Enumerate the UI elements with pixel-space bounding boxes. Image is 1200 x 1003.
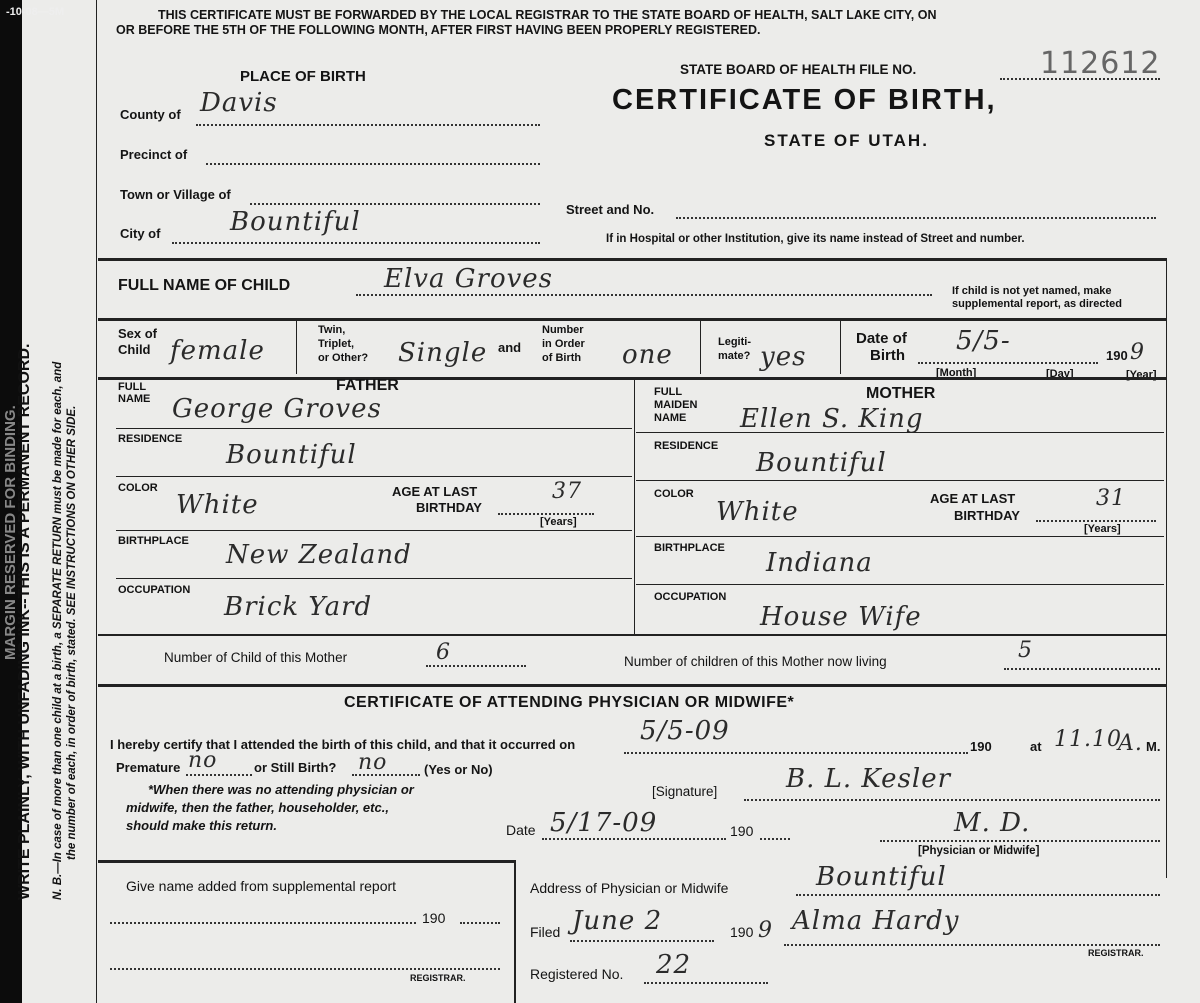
order-label-1: Number bbox=[542, 324, 584, 336]
child-number-line bbox=[426, 665, 526, 667]
divider-child bbox=[98, 318, 1166, 321]
father-color: White bbox=[176, 490, 259, 520]
occurred-value: 5/5-09 bbox=[640, 716, 730, 746]
filed-label: Filed bbox=[530, 924, 561, 940]
mother-age-label-2: BIRTHDAY bbox=[954, 508, 1020, 523]
physician-title-value: M. D. bbox=[954, 808, 1031, 838]
order-value: one bbox=[622, 340, 673, 370]
father-age-line bbox=[498, 513, 594, 515]
child-number-label: Number of Child of this Mother bbox=[164, 650, 348, 665]
legit-label-1: Legiti- bbox=[718, 336, 751, 348]
city-label: City of bbox=[120, 226, 161, 241]
and-label: and bbox=[498, 340, 522, 355]
divider-top bbox=[98, 258, 1166, 261]
divider-counts-top bbox=[98, 634, 1166, 636]
right-border bbox=[1166, 258, 1167, 878]
order-label-2: in Order bbox=[542, 338, 585, 350]
filed-year-digit: 9 bbox=[758, 918, 773, 943]
father-color-line bbox=[116, 530, 632, 531]
street-line bbox=[676, 217, 1156, 219]
supplemental-label: Give name added from supplemental report bbox=[126, 878, 397, 894]
father-name-label-2: NAME bbox=[118, 393, 151, 405]
supplemental-line bbox=[110, 922, 416, 924]
file-line bbox=[1000, 78, 1160, 80]
signature-value: B. L. Kesler bbox=[786, 764, 952, 794]
supplemental-year-line bbox=[460, 922, 500, 924]
still-line bbox=[352, 774, 420, 776]
registrar-line bbox=[784, 944, 1160, 946]
mother-age-line bbox=[1036, 520, 1156, 522]
date-label-1: Date of bbox=[856, 330, 907, 347]
place-of-birth-heading: PLACE OF BIRTH bbox=[240, 68, 366, 85]
father-birthplace-label: BIRTHPLACE bbox=[118, 535, 189, 547]
sex-value: female bbox=[170, 336, 265, 366]
physician-title-line bbox=[880, 840, 1160, 842]
physician-title-label: [Physician or Midwife] bbox=[918, 845, 1040, 857]
unnamed-note-1: If child is not yet named, make bbox=[952, 285, 1112, 297]
certify-text: I hereby certify that I attended the birth of this child, and that it occurred on bbox=[110, 737, 576, 752]
twin-label-2: Triplet, bbox=[318, 338, 355, 350]
header-notice-1: THIS CERTIFICATE MUST BE FORWARDED BY THE LOCAL REGISTRAR TO THE STATE BOARD OF HEALTH, SALT LAKE CITY, ON bbox=[158, 8, 937, 22]
premature-value: no bbox=[188, 748, 218, 773]
unnamed-note-2: supplemental report, as directed bbox=[952, 298, 1122, 310]
registrar-label: REGISTRAR. bbox=[1088, 948, 1144, 958]
mother-name: Ellen S. King bbox=[740, 404, 924, 434]
child-name-value: Elva Groves bbox=[384, 264, 554, 294]
mother-age-unit: [Years] bbox=[1084, 523, 1121, 535]
note-line-3: should make this return. bbox=[126, 818, 277, 833]
father-heading: FATHER bbox=[336, 377, 399, 394]
mother-birthplace-label: BIRTHPLACE bbox=[654, 542, 725, 554]
father-birthplace-line bbox=[116, 578, 632, 579]
mother-residence: Bountiful bbox=[756, 448, 887, 478]
note-line-2: midwife, then the father, householder, etc., bbox=[126, 800, 389, 815]
twin-value: Single bbox=[398, 338, 488, 368]
side-margin-reserved: MARGIN RESERVED FOR BINDING. bbox=[2, 405, 19, 660]
father-residence-line bbox=[116, 476, 632, 477]
living-number-label: Number of children of this Mother now living bbox=[624, 654, 887, 669]
side-margin-note-2: the number of each, in order of birth, stated. SEE INSTRUCTIONS ON OTHER SIDE. bbox=[66, 405, 78, 860]
registrar-signature: Alma Hardy bbox=[792, 906, 960, 936]
father-residence-label: RESIDENCE bbox=[118, 433, 183, 445]
county-value: Davis bbox=[200, 88, 278, 118]
header-notice-2: OR BEFORE THE 5TH OF THE FOLLOWING MONTH, AFTER FIRST HAVING BEEN PROPERLY REGISTERED. bbox=[116, 23, 761, 37]
date-part-year: [Year] bbox=[1126, 369, 1157, 381]
father-occupation: Brick Yard bbox=[224, 592, 373, 622]
precinct-label: Precinct of bbox=[120, 147, 188, 162]
premature-line bbox=[186, 774, 252, 776]
city-line bbox=[172, 242, 540, 244]
sex-label-1: Sex of bbox=[118, 326, 158, 341]
occurred-line bbox=[624, 752, 968, 754]
mother-birthplace-line bbox=[636, 584, 1164, 585]
father-name-label-1: FULL bbox=[118, 381, 147, 393]
date-part-month: [Month] bbox=[936, 367, 977, 379]
date-label-2: Birth bbox=[870, 347, 905, 364]
side-margin-main: WRITE PLAINLY, WITH UNFADING INK--THIS IS A PERMANENT RECORD. bbox=[16, 343, 33, 900]
file-label: STATE BOARD OF HEALTH FILE NO. bbox=[680, 62, 917, 77]
order-label-3: of Birth bbox=[542, 352, 582, 364]
street-label: Street and No. bbox=[566, 202, 655, 217]
date-line bbox=[918, 362, 1098, 364]
twin-label-3: or Other? bbox=[318, 352, 369, 364]
father-name-line bbox=[116, 428, 632, 429]
signature-label: [Signature] bbox=[652, 784, 718, 799]
legit-label-2: mate? bbox=[718, 350, 751, 362]
margin-border bbox=[96, 0, 97, 1003]
file-number: 112612 bbox=[1040, 46, 1161, 81]
occurred-year: 190 bbox=[970, 739, 992, 754]
child-name-line bbox=[356, 294, 932, 296]
registered-no-value: 22 bbox=[656, 950, 692, 980]
father-age-unit: [Years] bbox=[540, 516, 577, 528]
legit-value: yes bbox=[760, 342, 807, 372]
father-age-label-2: BIRTHDAY bbox=[416, 500, 482, 515]
mother-name-label-2: MAIDEN bbox=[654, 399, 698, 411]
hospital-note: If in Hospital or other Institution, give its name instead of Street and number. bbox=[606, 233, 1025, 245]
date-year-prefix: 190 bbox=[1106, 348, 1128, 363]
ampm-value: A. bbox=[1118, 731, 1143, 756]
filed-line bbox=[570, 940, 714, 942]
mother-color-label: COLOR bbox=[654, 488, 694, 500]
mother-heading: MOTHER bbox=[866, 385, 936, 402]
filed-value: June 2 bbox=[572, 906, 663, 936]
living-number-line bbox=[1004, 668, 1160, 670]
note-line-1: *When there was no attending physician or bbox=[148, 782, 414, 797]
address-label: Address of Physician or Midwife bbox=[530, 880, 729, 896]
mother-age-label-1: AGE AT LAST bbox=[930, 491, 1016, 506]
father-age-label-1: AGE AT LAST bbox=[392, 484, 478, 499]
supplemental-registrar-line bbox=[110, 968, 500, 970]
town-line bbox=[250, 203, 540, 205]
physician-date-year-line bbox=[760, 838, 790, 840]
mother-occupation-label: OCCUPATION bbox=[654, 591, 727, 603]
date-part-day: [Day] bbox=[1046, 368, 1074, 380]
county-line bbox=[196, 124, 540, 126]
filed-year: 190 bbox=[730, 924, 754, 940]
still-label: or Still Birth? bbox=[254, 760, 337, 775]
at-label: at bbox=[1030, 739, 1042, 754]
father-birthplace: New Zealand bbox=[226, 540, 412, 570]
divider-bottom bbox=[98, 860, 514, 863]
col-sep-2 bbox=[700, 320, 701, 374]
date-value: 5/5- bbox=[956, 326, 1011, 356]
supplemental-year: 190 bbox=[422, 910, 446, 926]
physician-date-value: 5/17-09 bbox=[550, 808, 658, 838]
precinct-line bbox=[206, 163, 540, 165]
county-label: County of bbox=[120, 107, 181, 122]
registered-no-line bbox=[644, 982, 768, 984]
bottom-center-divider bbox=[514, 860, 516, 1003]
father-occupation-label: OCCUPATION bbox=[118, 584, 191, 596]
m-label: M. bbox=[1146, 739, 1161, 754]
twin-label-1: Twin, bbox=[318, 324, 346, 336]
col-sep-3 bbox=[840, 320, 841, 374]
mother-name-label-1: FULL bbox=[654, 386, 683, 398]
physician-date-label: Date bbox=[506, 822, 536, 838]
signature-line bbox=[744, 799, 1160, 801]
city-value: Bountiful bbox=[230, 207, 361, 237]
mother-residence-label: RESIDENCE bbox=[654, 440, 719, 452]
mother-occupation: House Wife bbox=[760, 602, 922, 632]
yes-no-label: (Yes or No) bbox=[424, 762, 493, 777]
registered-no-label: Registered No. bbox=[530, 966, 624, 982]
certificate-title: CERTIFICATE OF BIRTH, bbox=[612, 84, 997, 116]
town-label: Town or Village of bbox=[120, 187, 231, 202]
premature-label: Premature bbox=[116, 760, 181, 775]
time-value: 11.10 bbox=[1054, 727, 1122, 752]
mother-name-label-3: NAME bbox=[654, 412, 687, 424]
physician-heading: CERTIFICATE OF ATTENDING PHYSICIAN OR MIDWIFE* bbox=[344, 694, 795, 711]
physician-date-year: 190 bbox=[730, 823, 754, 839]
father-color-label: COLOR bbox=[118, 482, 158, 494]
supplemental-registrar: REGISTRAR. bbox=[410, 973, 466, 983]
father-name: George Groves bbox=[172, 394, 382, 424]
address-value: Bountiful bbox=[816, 862, 947, 892]
side-margin-note-1: N. B.—In case of more than one child at a birth, a SEPARATE RETURN must be made for each, and bbox=[52, 361, 64, 900]
divider-parents bbox=[98, 377, 1166, 380]
address-line bbox=[796, 894, 1160, 896]
father-residence: Bountiful bbox=[226, 440, 357, 470]
certificate-subtitle: STATE OF UTAH. bbox=[764, 131, 929, 150]
mother-color: White bbox=[716, 497, 799, 527]
living-number-value: 5 bbox=[1018, 638, 1033, 663]
parents-center-divider bbox=[634, 378, 635, 634]
mother-age: 31 bbox=[1096, 486, 1126, 511]
date-year-digit: 9 bbox=[1130, 340, 1145, 365]
sex-label-2: Child bbox=[118, 342, 151, 357]
physician-date-line bbox=[542, 838, 726, 840]
still-value: no bbox=[358, 750, 388, 775]
mother-birthplace: Indiana bbox=[766, 548, 873, 578]
mother-residence-line bbox=[636, 480, 1164, 481]
mother-name-line bbox=[636, 432, 1164, 433]
col-sep-1 bbox=[296, 320, 297, 374]
divider-physician bbox=[98, 684, 1166, 687]
mother-color-line bbox=[636, 536, 1164, 537]
father-age: 37 bbox=[552, 479, 582, 504]
child-number-value: 6 bbox=[436, 640, 451, 665]
form-code: -10-08—5M bbox=[6, 6, 65, 18]
child-name-label: FULL NAME OF CHILD bbox=[118, 277, 291, 294]
